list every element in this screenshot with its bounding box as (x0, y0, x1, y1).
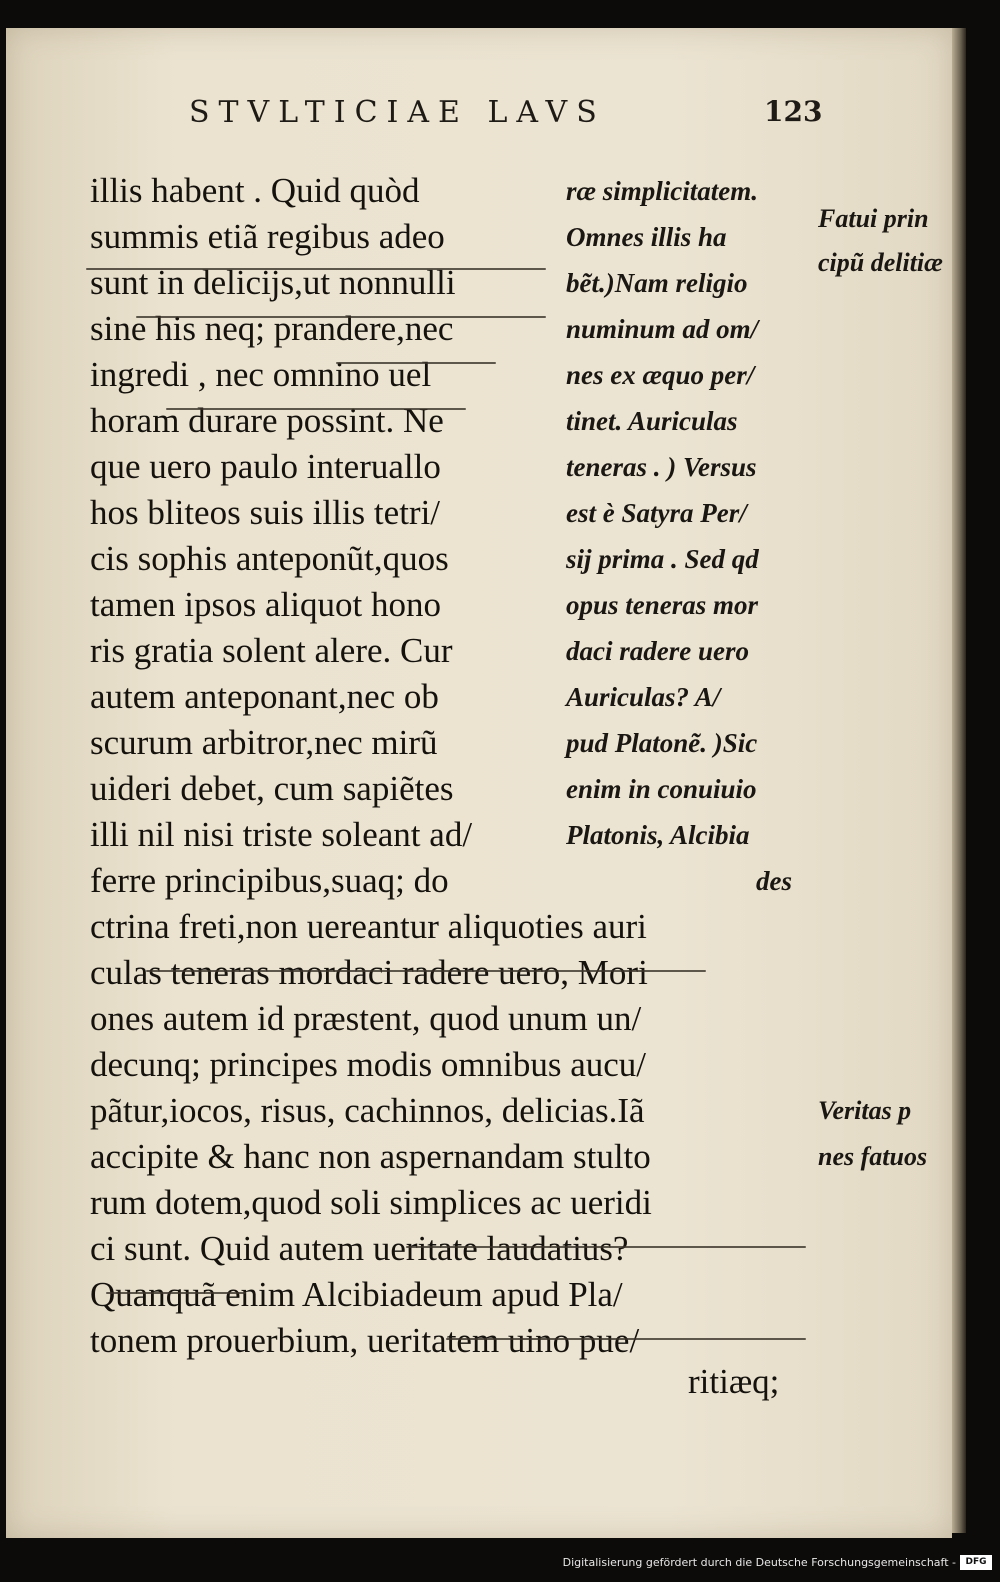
underline-mark (136, 316, 546, 318)
main-text-line: illis habent . Quid quòd (90, 171, 420, 210)
margin-note-2-line-1: Veritas p (818, 1096, 912, 1125)
margin-note-1-line-1: Fatui prin (818, 204, 929, 233)
main-text-line: sunt in delicijs,ut nonnulli (90, 263, 456, 302)
commentary-line: opus teneras mor (566, 590, 759, 620)
commentary-line: nes ex æquo per/ (566, 360, 755, 390)
digitization-credit: Digitalisierung gefördert durch die Deutsche Forschungsgemeinschaft - (562, 1556, 956, 1569)
commentary-line: bẽt.)Nam religio (566, 268, 748, 298)
commentary-line: teneras . ) Versus (566, 452, 757, 482)
main-text-line: hos bliteos suis illis tetri/ (90, 493, 441, 532)
main-text-line: ci sunt. Quid autem ueritate laudatius? (90, 1229, 629, 1268)
main-text-line: ingredi , nec omnino uel (90, 355, 432, 394)
main-text-line: autem anteponant,nec ob (90, 677, 439, 716)
main-text-line: sine his neq; prandere,nec (90, 309, 454, 348)
main-text-line: decunq; principes modis omnibus aucu/ (90, 1045, 647, 1084)
main-text-line: horam durare possint. Ne (90, 401, 444, 440)
underline-mark (146, 970, 706, 972)
folio-number: 123 (764, 95, 823, 128)
main-text-line: que uero paulo interuallo (90, 447, 441, 486)
underline-mark (106, 1292, 246, 1294)
underline-mark (406, 1246, 806, 1248)
commentary-line: sij prima . Sed qd (566, 544, 759, 574)
commentary-line: Omnes illis ha (566, 222, 727, 252)
commentary-line: des (756, 866, 792, 896)
commentary-line: pud Platonẽ. )Sic (566, 728, 758, 758)
commentary-line: numinum ad om/ (566, 314, 759, 344)
main-text-line: tonem prouerbium, ueritatem uino pue/ (90, 1321, 640, 1360)
dfg-logo: DFG (960, 1555, 992, 1570)
page-header (6, 95, 952, 135)
commentary-line: tinet. Auriculas (566, 406, 738, 436)
main-text-line: Quanquã enim Alcibiadeum apud Pla/ (90, 1275, 623, 1314)
underline-mark (446, 1338, 806, 1340)
main-text-line: rum dotem,quod soli simplices ac ueridi (90, 1183, 652, 1222)
main-text-line: illi nil nisi triste soleant ad/ (90, 815, 473, 854)
main-text-line: tamen ipsos aliquot hono (90, 585, 441, 624)
commentary-line: Auriculas? A/ (566, 682, 721, 712)
main-text-line: cis sophis anteponũt,quos (90, 539, 449, 578)
commentary-line: est è Satyra Per/ (566, 498, 747, 528)
main-text-line: uideri debet, cum sapiẽtes (90, 769, 454, 808)
margin-note-2-line-2: nes fatuos (818, 1142, 928, 1171)
commentary-line: ræ simplicitatem. (566, 176, 758, 206)
underline-mark (166, 408, 466, 410)
margin-note-1-line-2: cipũ delitiæ (818, 248, 943, 277)
main-text-line: ris gratia solent alere. Cur (90, 631, 453, 670)
catchword: ritiæq; (688, 1362, 780, 1401)
main-text-line: ctrina freti,non uereantur aliquoties auri (90, 907, 647, 946)
commentary-line: enim in conuiuio (566, 774, 757, 804)
main-text-line: scurum arbitror,nec mirũ (90, 723, 438, 762)
commentary-line: daci radere uero (566, 636, 749, 666)
book-page (6, 28, 952, 1538)
main-text-line: summis etiã regibus adeo (90, 217, 445, 256)
underline-mark (86, 268, 546, 270)
underline-mark (336, 362, 496, 364)
main-text-line: ones autem id præstent, quod unum un/ (90, 999, 642, 1038)
main-text-line: culas teneras mordaci radere uero, Mori (90, 953, 648, 992)
commentary-line: Platonis, Alcibia (566, 820, 750, 850)
page-edge (952, 28, 966, 1533)
main-text-line: accipite & hanc non aspernandam stulto (90, 1137, 651, 1176)
main-text-line: pãtur,iocos, risus, cachinnos, delicias.Iã (90, 1091, 645, 1130)
main-text-line: ferre principibus,suaq; do (90, 861, 449, 900)
running-title: STVLTICIAE LAVS (189, 95, 606, 130)
